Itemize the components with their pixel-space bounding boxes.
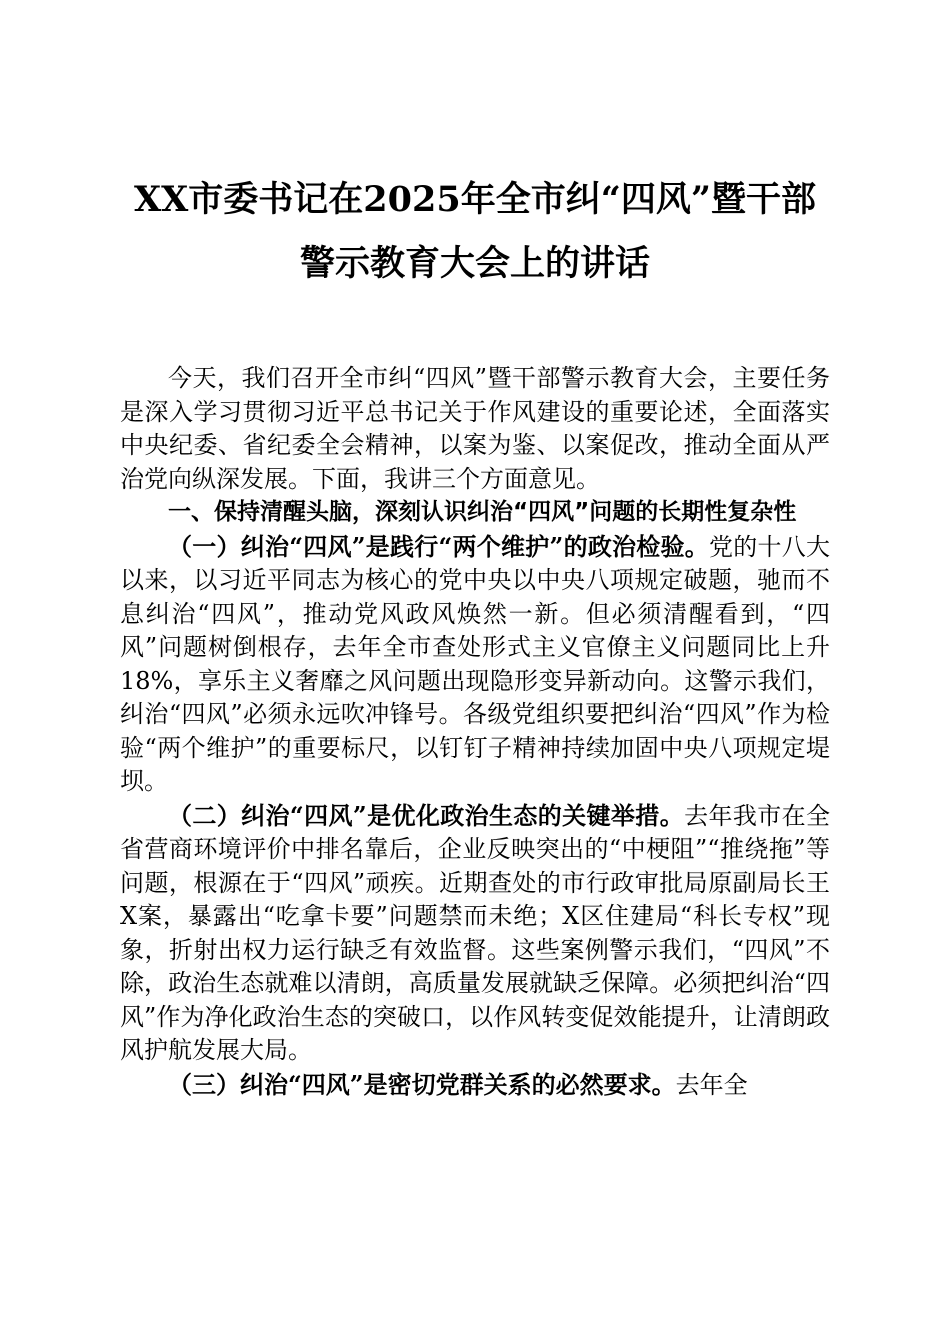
paragraph-1-text: 党的十八大以来，以习近平同志为核心的党中央以中央八项规定破题，驰而不息纠治“四风”，推动党风政风焕然一新。但必须清醒看到，“四风”问题树倒根存，去年全市查处形式主义官僚主义问题同比上升18%，享乐主义奢靡之风问题出现隐形变异新动向。这警示我们，纠治“四风”必须永远吹冲锋号。各级党组织要把纠治“四风”作为检验“两个维护”的重要标尺，以钉钉子精神持续加固中央八项规定堤坝。 [120, 532, 830, 795]
paragraph-2 [120, 799, 830, 1068]
document-title [100, 168, 850, 296]
paragraph-2-text: 去年我市在全省营商环境评价中排名靠后，企业反映突出的“中梗阻”“推绕拖”等问题，根源在于“四风”顽疾。近期查处的市行政审批局原副局长王X案，暴露出“吃拿卡要”问题禁而未绝；X区住建局“科长专权”现象，折射出权力运行缺乏有效监督。这些案例警示我们，“四风”不除，政治生态就难以清朗，高质量发展就缺乏保障。必须把纠治“四风”作为净化政治生态的突破口，以作风转变促效能提升，让清朗政风护航发展大局。 [120, 801, 831, 1064]
title-line-2: 警示教育大会上的讲话 [299, 243, 650, 284]
section-heading-1: 一、保持清醒头脑，深刻认识纠治“四风”问题的长期性复杂性 [168, 499, 797, 525]
paragraph-1 [120, 530, 830, 799]
paragraph-2-lead: （二）纠治“四风”是优化政治生态的关键举措。 [168, 800, 685, 830]
paragraph-3 [120, 1068, 830, 1103]
intro-paragraph: 今天，我们召开全市纠“四风”暨干部警示教育大会，主要任务是深入学习贯彻习近平总书记关于作风建设的重要论述，全面落实中央纪委、省纪委全会精神，以案为鉴、以案促改，推动全面从严治党向纵深发展。下面，我讲三个方面意见。 [120, 364, 830, 493]
document-body [120, 362, 830, 1102]
paragraph-1-lead: （一）纠治“四风”是践行“两个维护”的政治检验。 [168, 531, 710, 561]
paragraph-3-text: 去年全 [675, 1070, 748, 1099]
title-line-1: XX市委书记在2025年全市纠“四风”暨干部 [134, 179, 816, 220]
paragraph-3-lead: （三）纠治“四风”是密切党群关系的必然要求。 [168, 1069, 676, 1099]
